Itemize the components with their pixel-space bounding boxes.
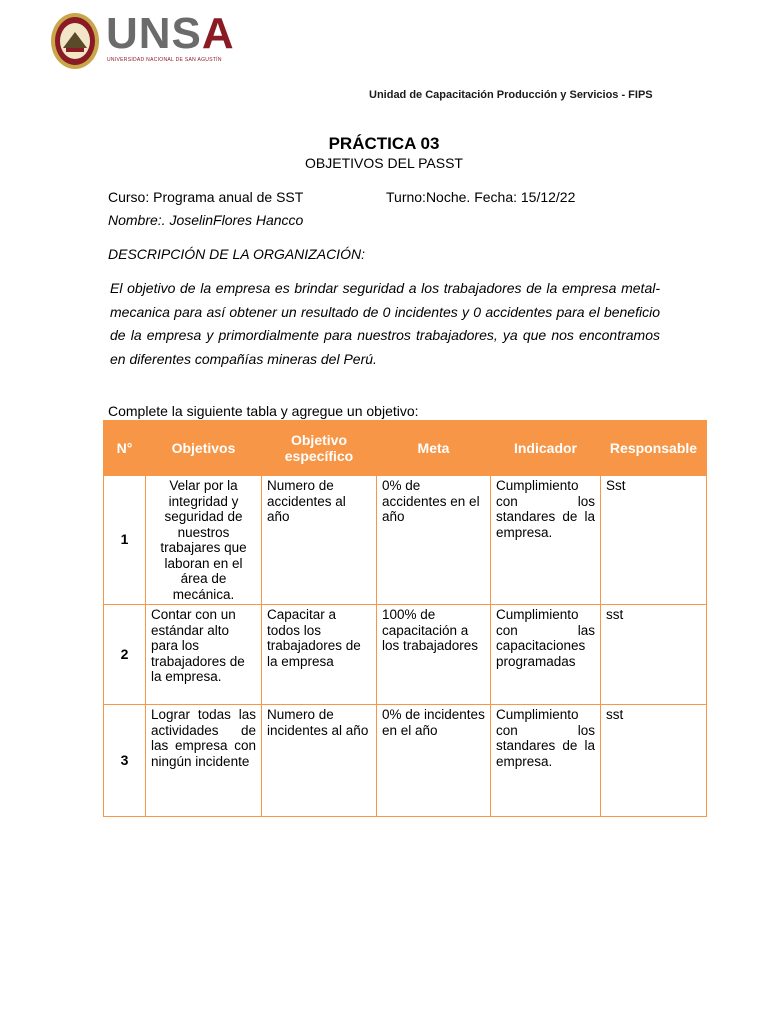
- shift-date-field: Turno:Noche. Fecha: 15/12/22: [386, 189, 576, 205]
- header-responsable: Responsable: [601, 421, 707, 476]
- row-number: 3: [104, 705, 146, 817]
- header-objetivos: Objetivos: [146, 421, 262, 476]
- table-header-row: [104, 421, 707, 476]
- university-seal-icon: [50, 12, 100, 70]
- section-heading: DESCRIPCIÓN DE LA ORGANIZACIÓN:: [108, 246, 365, 262]
- cell-indicador: Cumplimiento con los standares de la empresa.: [491, 705, 601, 817]
- row-number: 2: [104, 605, 146, 705]
- page-title: PRÁCTICA 03: [328, 134, 440, 153]
- header-meta: Meta: [377, 421, 491, 476]
- course-field: Curso: Programa anual de SST: [108, 189, 304, 205]
- cell-meta: 0% de accidentes en el año: [377, 476, 491, 605]
- name-field: Nombre:. JoselinFlores Hancco: [108, 212, 304, 228]
- header-n: N°: [104, 421, 146, 476]
- cell-responsable: Sst: [601, 476, 707, 605]
- cell-objetivo: Contar con un estándar alto para los trabajadores de la empresa.: [146, 605, 262, 705]
- objectives-table: [103, 420, 707, 817]
- table-row: [104, 476, 707, 605]
- cell-indicador: Cumplimiento con las capacitaciones programadas: [491, 605, 601, 705]
- table-row: [104, 605, 707, 705]
- header-especifico: Objetivo específico: [262, 421, 377, 476]
- page-subtitle: OBJETIVOS DEL PASST: [305, 155, 463, 171]
- cell-responsable: sst: [601, 605, 707, 705]
- header-indicador: Indicador: [491, 421, 601, 476]
- header-unit: Unidad de Capacitación Producción y Servicios - FIPS: [369, 89, 653, 101]
- organization-description: El objetivo de la empresa es brindar seguridad a los trabajadores de la empresa metal-mecanica para así obtener un resultado de 0 incidentes y 0 accidentes para el beneficio de la empresa y primordialmente para nuestros trabajadores, ya que nos encontramos en diferentes compañías mineras del Perú.: [110, 280, 660, 367]
- logo-subtitle: UNIVERSIDAD NACIONAL DE SAN AGUSTÍN: [107, 57, 222, 63]
- cell-indicador: Cumplimiento con los standares de la empresa.: [491, 476, 601, 605]
- table-intro: Complete la siguiente tabla y agregue un objetivo:: [108, 403, 419, 419]
- cell-objetivo: Velar por la integridad y seguridad de nuestros trabajares que laboran en el área de mecánica.: [146, 476, 262, 605]
- unsa-logo: [50, 10, 240, 74]
- cell-meta: 100% de capacitación a los trabajadores: [377, 605, 491, 705]
- cell-especifico: Capacitar a todos los trabajadores de la empresa: [262, 605, 377, 705]
- cell-meta: 0% de incidentes en el año: [377, 705, 491, 817]
- cell-especifico: Numero de accidentes al año: [262, 476, 377, 605]
- cell-responsable: sst: [601, 705, 707, 817]
- cell-especifico: Numero de incidentes al año: [262, 705, 377, 817]
- table-row: [104, 705, 707, 817]
- logo-wordmark: UNSA: [106, 9, 235, 58]
- cell-objetivo: Lograr todas las actividades de las empresa con ningún incidente: [146, 705, 262, 817]
- row-number: 1: [104, 476, 146, 605]
